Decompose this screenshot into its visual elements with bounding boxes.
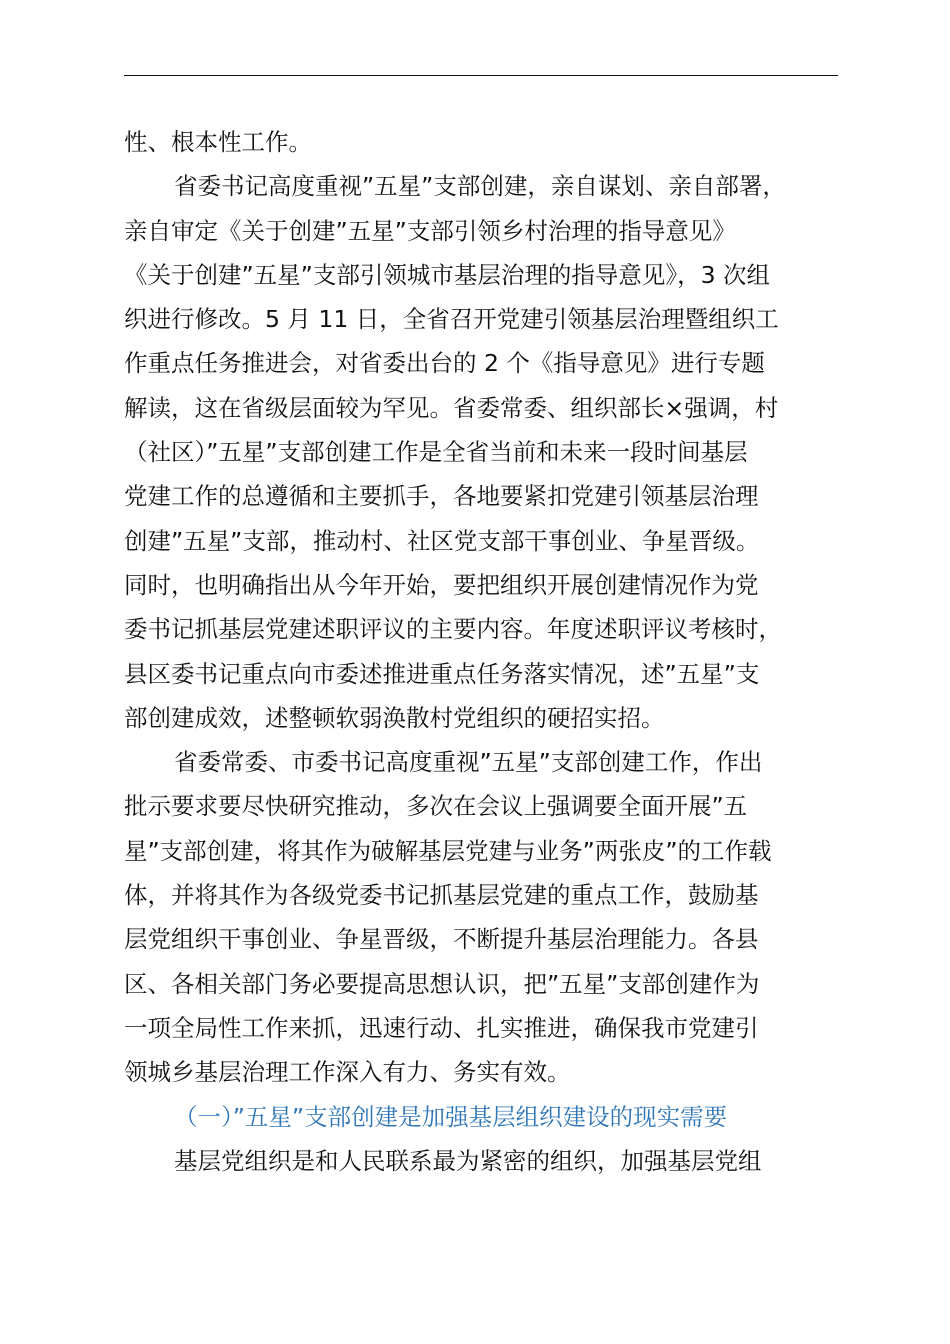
text-line: 区、各相关部门务必要提高思想认识，把”五星”支部创建作为 — [124, 969, 760, 998]
text-line: 县区委书记重点向市委述推进重点任务落实情况，述”五星”支 — [124, 659, 760, 688]
text-line: 省委常委、市委书记高度重视”五星”支部创建工作，作出 — [174, 748, 763, 777]
text-line: 亲自审定《关于创建”五星”支部引领乡村治理的指导意见》 — [124, 216, 736, 245]
text-line: 一项全局性工作来抓，迅速行动、扎实推进，确保我市党建引 — [124, 1013, 759, 1042]
body-text — [124, 120, 864, 1183]
text-line: 党建工作的总遵循和主要抓手，各地要紧扣党建引领基层治理 — [124, 482, 759, 511]
text-line: 体，并将其作为各级党委书记抓基层党建的重点工作，鼓励基 — [124, 881, 759, 910]
text-line: 星”支部创建，将其作为破解基层党建与业务”两张皮”的工作载 — [124, 836, 772, 865]
text-line: 创建”五星”支部，推动村、社区党支部干事创业、争星晋级。 — [124, 526, 760, 555]
text-line: 省委书记高度重视”五星”支部创建，亲自谋划、亲自部署， — [174, 172, 786, 201]
text-line: 批示要求要尽快研究推动，多次在会议上强调要全面开展”五 — [124, 792, 748, 821]
text-line: 织进行修改。5 月 11 日，全省召开党建引领基层治理暨组织工 — [124, 305, 779, 334]
header-rule — [124, 75, 838, 76]
text-line: 作重点任务推进会，对省委出台的 2 个《指导意见》进行专题 — [124, 349, 765, 378]
text-line: 部创建成效，述整顿软弱涣散村党组织的硬招实招。 — [124, 703, 665, 732]
text-line: 性、根本性工作。 — [124, 128, 312, 156]
text-line: 层党组织干事创业、争星晋级，不断提升基层治理能力。各县 — [124, 925, 759, 954]
text-line: 领城乡基层治理工作深入有力、务实有效。 — [124, 1058, 571, 1087]
text-line: （社区）”五星”支部创建工作是全省当前和未来一段时间基层 — [124, 438, 748, 467]
text-line: 解读，这在省级层面较为罕见。省委常委、组织部长×强调，村 — [124, 393, 779, 422]
text-line: 基层党组织是和人民联系最为紧密的组织，加强基层党组 — [174, 1146, 762, 1175]
text-line: 《关于创建”五星”支部引领城市基层治理的指导意见》，3 次组 — [124, 260, 771, 289]
section-heading: （一）”五星”支部创建是加强基层组织建设的现实需要 — [174, 1102, 728, 1131]
text-line: 同时，也明确指出从今年开始，要把组织开展创建情况作为党 — [124, 570, 759, 599]
text-line: 委书记抓基层党建述职评议的主要内容。年度述职评议考核时， — [124, 615, 782, 644]
